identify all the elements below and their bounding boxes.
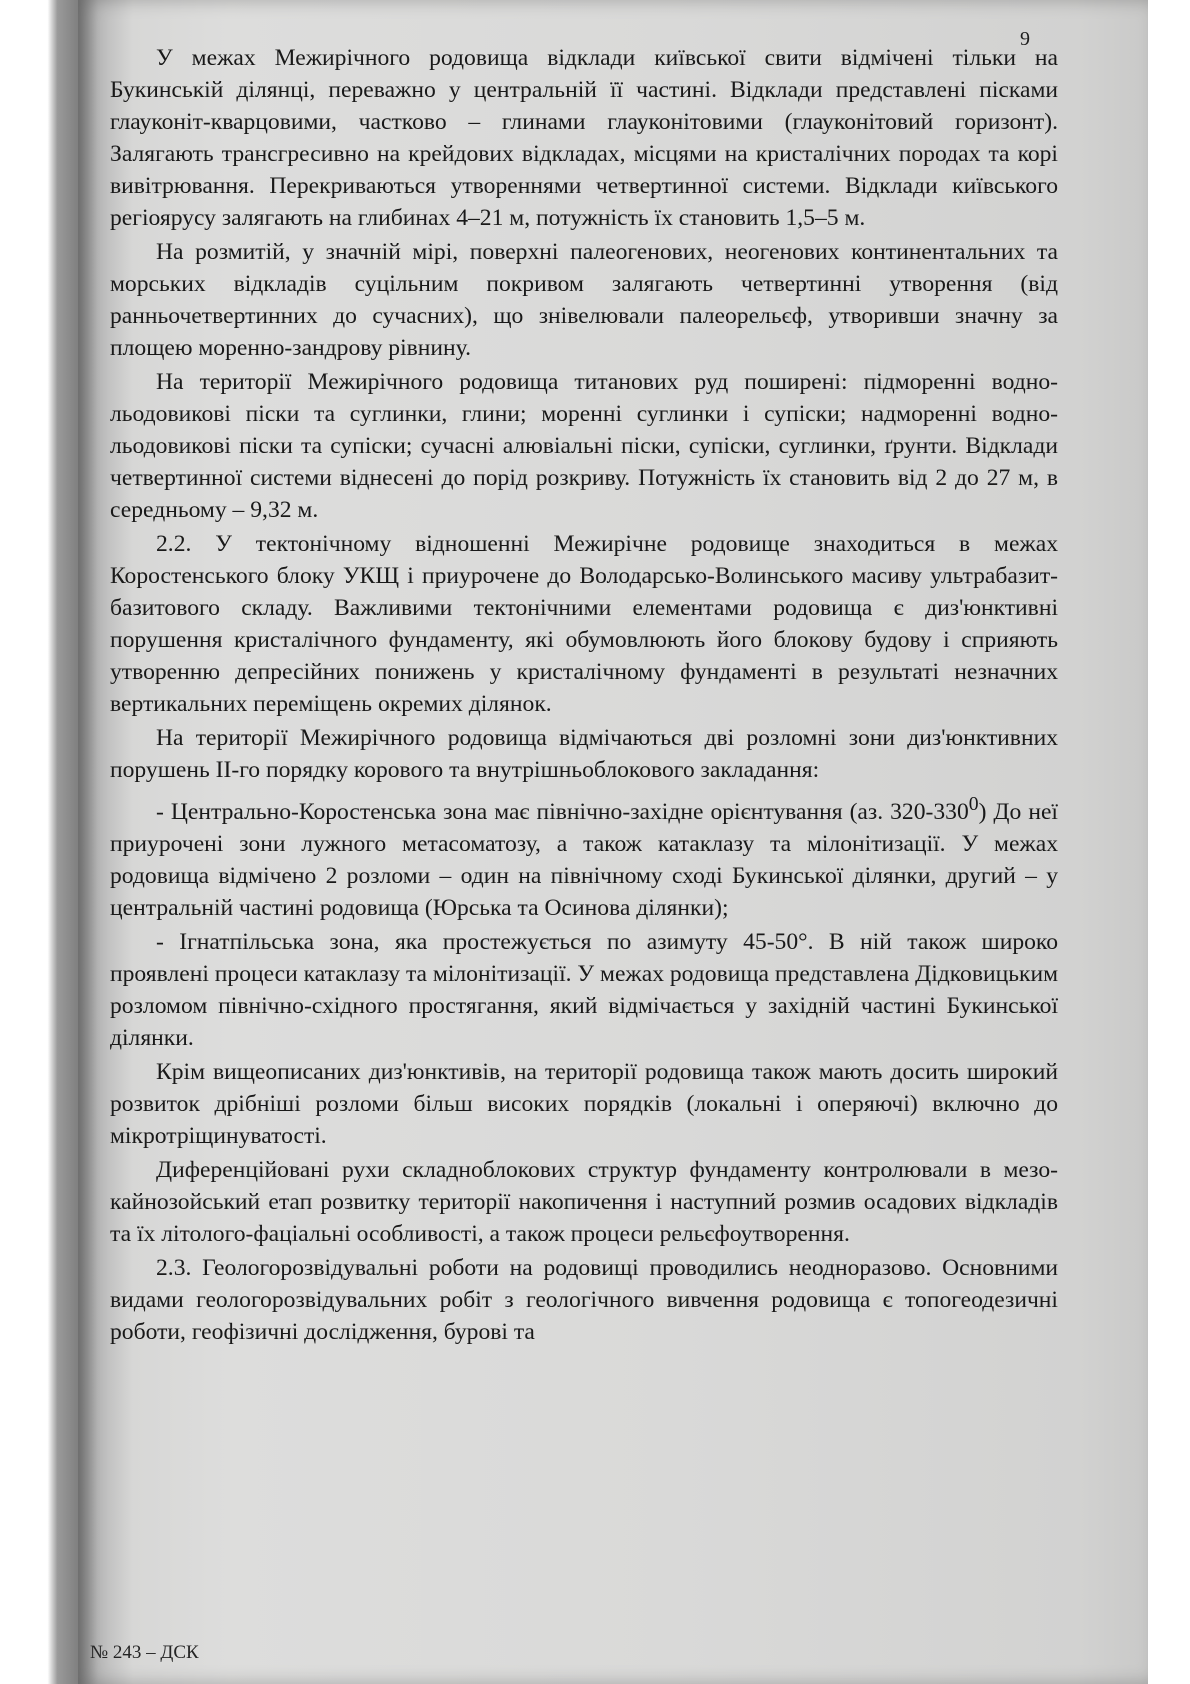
page-number: 9 (1020, 28, 1030, 50)
paragraph-kyiv-suite: У межах Межирічного родовища відклади київської свити відмічені тільки на Букинській ділянці, переважно у центральній її частині. Відклади представлені пісками глауконіт-кварцовими, частково – глинами глауконітовими (глауконітовий горизонт). Залягають трансгресивно на крейдових відкладах, місцями на кристалічних породах та корі вивітрювання. Перекриваються утвореннями четвертинної системи. Відклади київського регіоярусу залягають на глибинах 4–21 м, потужність їх становить 1,5–5 м. (110, 45, 1058, 231)
paragraph-quaternary-cover: На розмитій, у значній мірі, поверхні палеогенових, неогенових континентальних та морських відкладів суцільним покривом залягають четвертинні утворення (від ранньочетвертинних до сучасних), що знівелювали палеорельєф, утворивши значну за площею моренно-зандрову рівнину. (110, 239, 1058, 361)
list-item-text-end: ) До неї приурочені зони лужного метасоматозу, а також катаклазу та мілонітизації. У межах родовища відмічено 2 розломи – один на північному сході Букинської ділянки, другий – у центральній частині родовища (Юрська та Осинова ділянки); (110, 798, 1058, 921)
document-footer-stamp: № 243 – ДСК (90, 1642, 199, 1663)
paragraph-block-movements: Диференційовані рухи складноблокових структур фундаменту контролювали в мезо-кайнозойський етап розвитку території накопичення і наступний розмив осадових відкладів та їх літолого-фаціальні особливості, а також процеси рельєфоутворення. (110, 1156, 1058, 1247)
list-item-ignatpil-zone: - Ігнатпільська зона, яка простежується по азимуту 45-50°. В ній також широко проявлені процеси катаклазу та мілонітизації. У межах родовища представлена Дідковицьким розломом північно-східного простягання, який відмічається у західній частині Букинської ділянки. (110, 928, 1059, 1051)
document-body (110, 42, 1058, 1350)
scan-background-edge (0, 0, 82, 1684)
paragraph-tectonics: 2.2. У тектонічному відношенні Межирічне родовище знаходиться в межах Коростенського блоку УКЩ і приурочене до Володарсько-Волинського масиву ультрабазит-базитового складу. Важливими тектонічними елементами родовища є диз'юнктивні порушення кристалічного фундаменту, які обумовлюють його блокову будову і сприяють утворенню депресійних понижень у кристалічному фундаменті в результаті незначних вертикальних переміщень окремих ділянок. (110, 531, 1058, 717)
list-item-central-korosten-zone (110, 788, 1058, 924)
paragraph-fault-zones: На території Межирічного родовища відмічаються дві розломні зони диз'юнктивних порушень ІІ-го порядку корового та внутрішньоблокового закладання: (110, 725, 1058, 783)
degree-superscript: 0 (968, 793, 979, 815)
paragraph-quaternary-deposits: На території Межирічного родовища титанових руд поширені: підморенні водно-льодовикові піски та суглинки, глини; моренні суглинки і супіски; надморенні водно-льодовикові піски та супіски; сучасні алювіальні піски, супіски, суглинки, ґрунти. Відклади четвертинної системи віднесені до порід розкриву. Потужність їх становить від 2 до 27 м, в середньому – 9,32 м. (110, 369, 1058, 523)
paragraph-exploration-works: 2.3. Геологорозвідувальні роботи на родовищі проводились неодноразово. Основними видами геологорозвідувальних робіт з геологічного вивчення родовища є топогеодезичні роботи, геофізичні дослідження, бурові та (110, 1254, 1058, 1345)
paragraph-minor-faults: Крім вищеописаних диз'юнктивів, на території родовища також мають досить широкий розвиток дрібніші розломи більш високих порядків (локальні і оперяючі) включно до мікротріщинуватості. (110, 1058, 1058, 1149)
list-item-text-start: - Центрально-Коростенська зона має північно-західне орієнтування (аз. 320-330 (156, 798, 969, 825)
